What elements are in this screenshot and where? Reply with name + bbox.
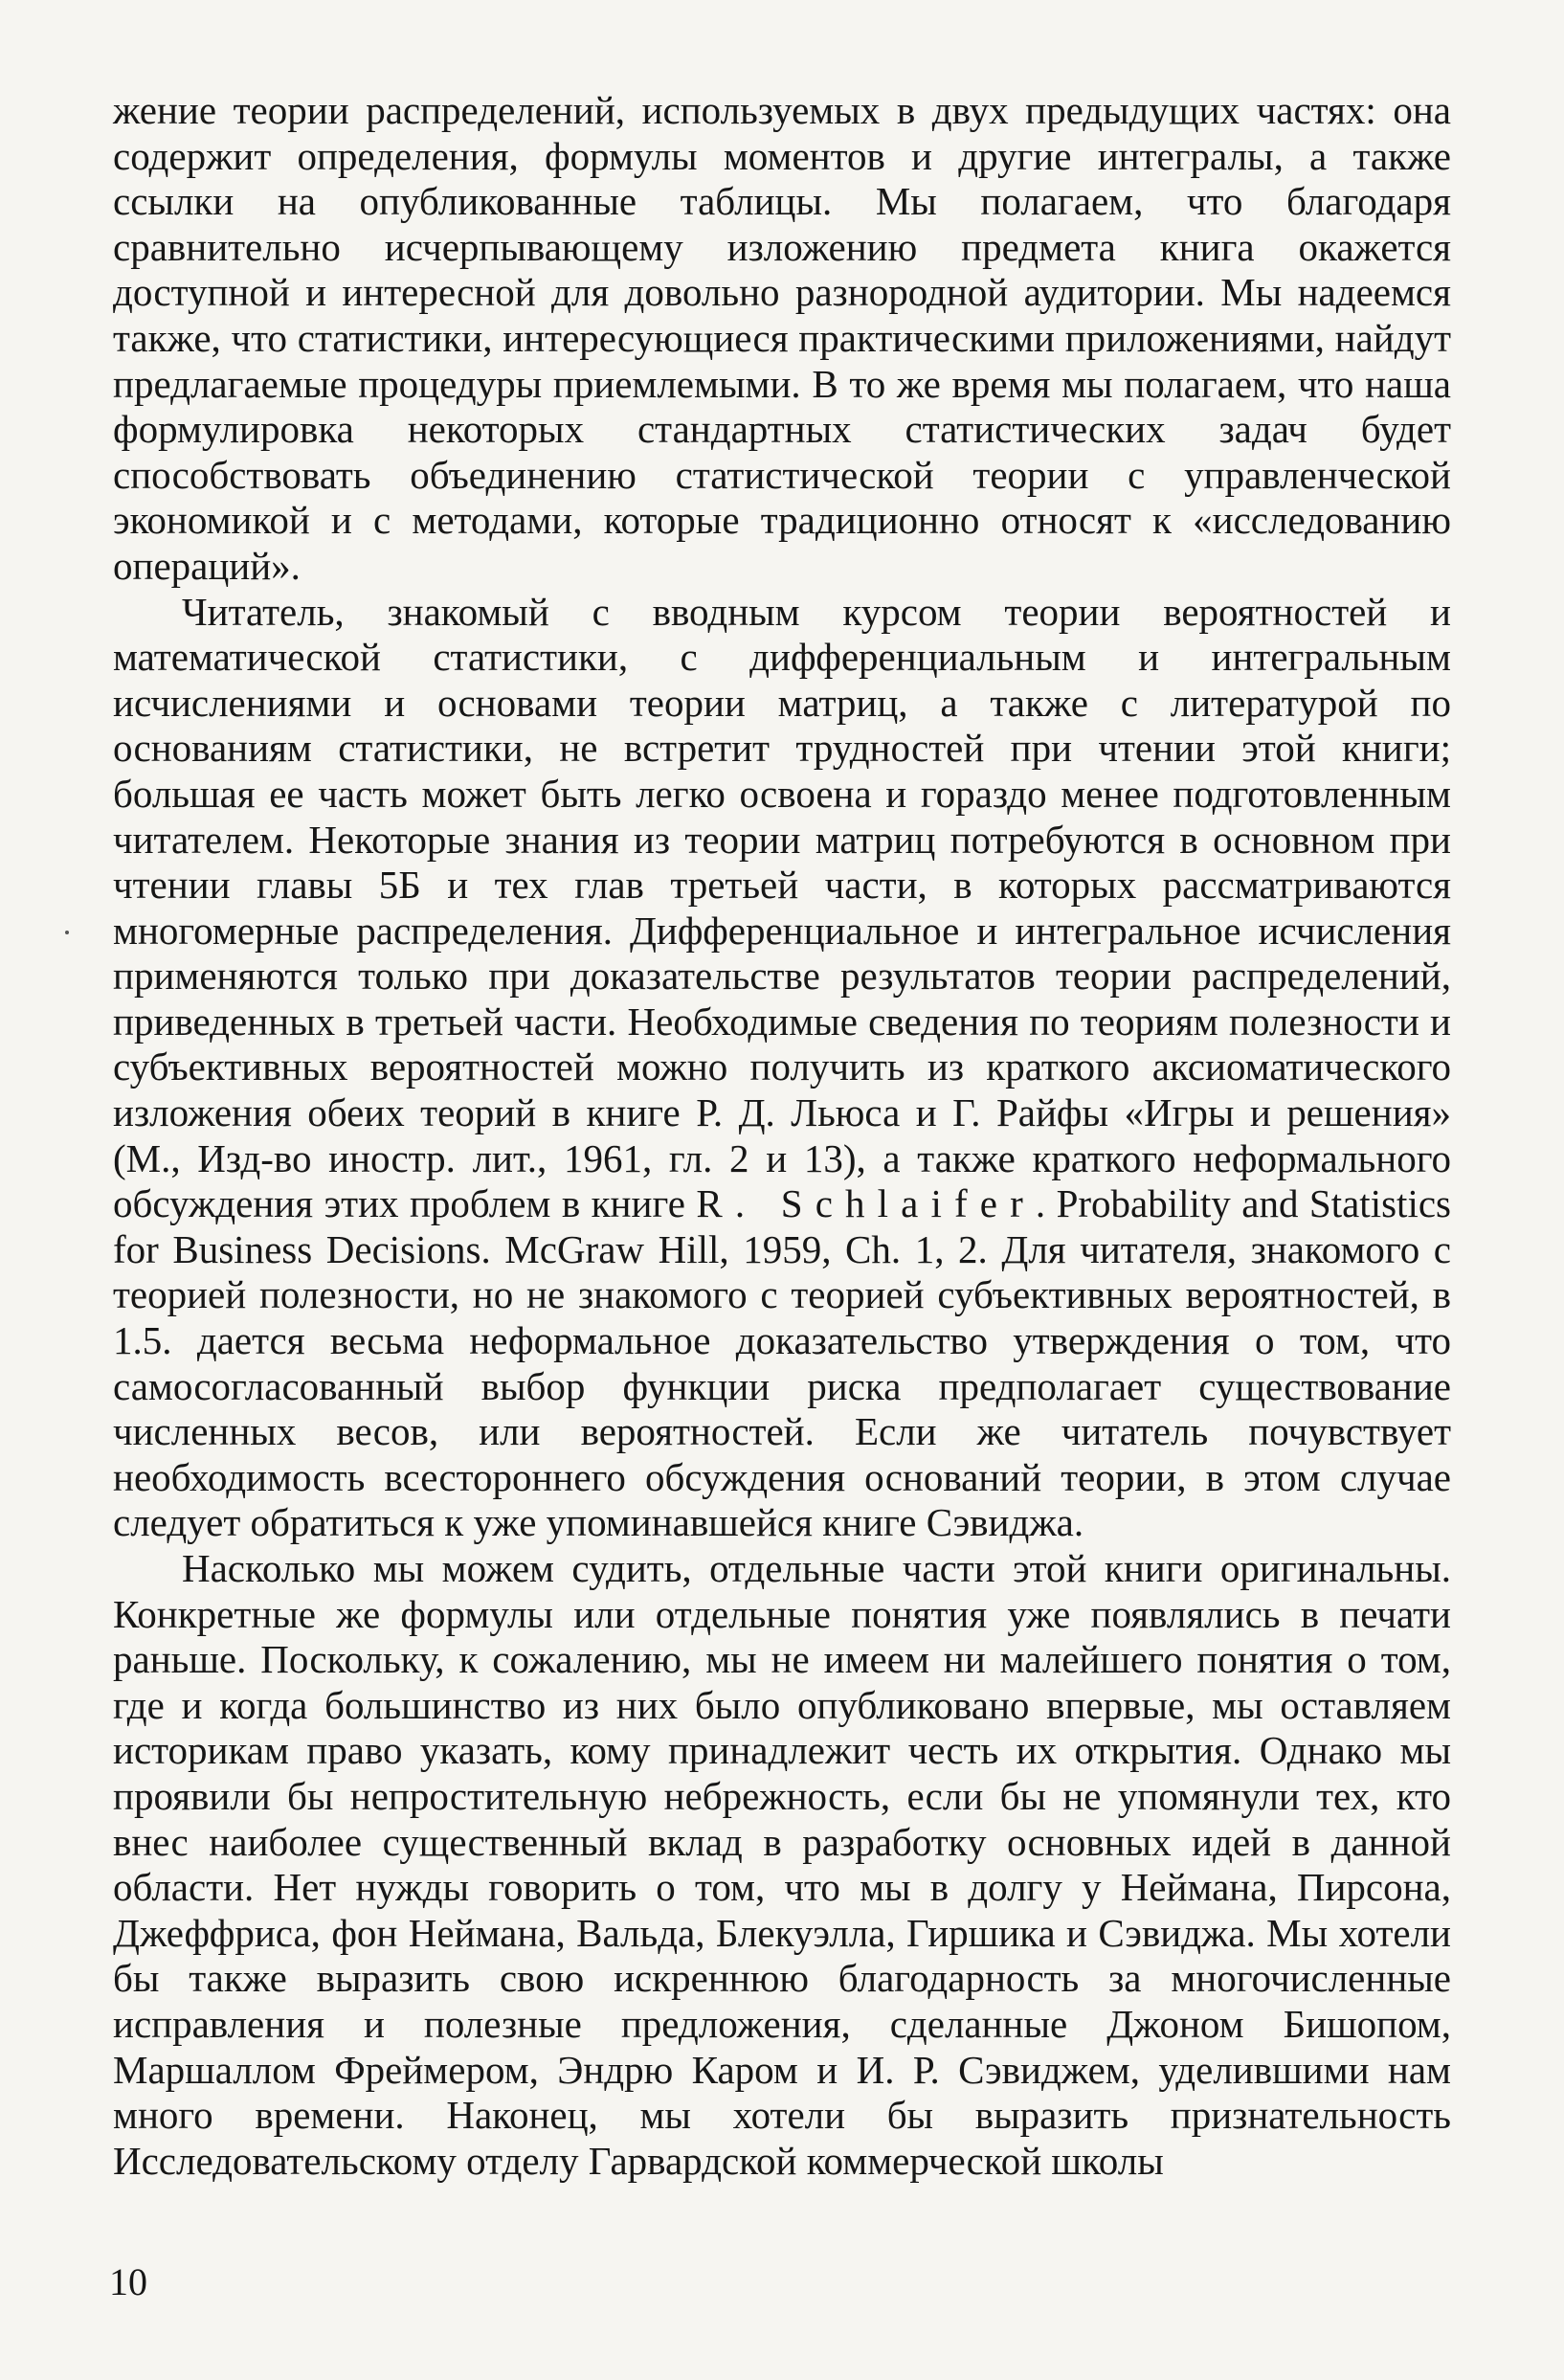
- paragraph-3: Насколько мы можем судить, отдельные части этой книги оригинальны. Конкретные же формулы или отдельные понятия уже появлялись в печати раньше. Поскольку, к сожалению, мы не имеем ни малейшего понятия о том, где и когда большинство из них было опубликовано впервые, мы оставляем историкам право указать, кому принадлежит честь их открытия. Однако мы проявили бы непростительную небрежность, если бы не упомянули тех, кто внес наиболее существенный вклад в разработку основных идей в данной области. Нет нужды говорить о том, что мы в долгу у Неймана, Пирсона, Джеффриса, фон Неймана, Вальда, Блекуэлла, Гиршика и Сэвиджа. Мы хотели бы также выразить свою искреннюю благодарность за многочисленные исправления и полезные предложения, сделанные Джоном Бишопом, Маршаллом Фреймером, Эндрю Каром и И. Р. Сэвиджем, уделившими нам много времени. Наконец, мы хотели бы выразить признательность Исследовательскому отделу Гарвардской коммерческой школы: [113, 1546, 1451, 2183]
- author-name-spaced: R. Schlaifer: [696, 1181, 1036, 1226]
- scan-speck: [65, 931, 69, 934]
- body-text: [113, 88, 1451, 2184]
- paragraph-2-part-a: Читатель, знакомый с вводным курсом теории вероятностей и математической статистики, с дифференциальным и интегральным исчислениями и основами теории матриц, а также с литературой по основаниям статистики, не встретит трудностей при чтении этой книги; большая ее часть может быть легко освоена и гораздо менее подготовленным читателем. Некоторые знания из теории матриц потребуются в основном при чтении главы 5Б и тех глав третьей части, в которых рассматриваются многомерные распределения. Дифференциальное и интегральное исчисления применяются только при доказательстве результатов теории распределений, приведенных в третьей части. Необходимые сведения по теориям полезности и субъективных вероятностей можно получить из краткого аксиоматического изложения обеих теорий в книге Р. Д. Льюса и Г. Райфы «Игры и решения» (М., Изд-во иностр. лит., 1961, гл. 2 и 13), а также краткого неформального обсуждения этих проблем в книге: [113, 589, 1451, 1226]
- paragraph-2: [113, 590, 1451, 1546]
- paragraph-2-part-b: . Probability and Statistics for Business Decisions. McGraw Hill, 1959, Ch. 1, 2. Для читателя, знакомого с теорией полезности, но не знакомого с теорией субъективных вероятностей, в 1.5. дается весьма неформальное доказательство утверждения о том, что самосогласованный выбор функции риска предполагает существование численных весов, или вероятностей. Если же читатель почувствует необходимость всестороннего обсуждения оснований теории, в этом случае следует обратиться к уже упоминавшейся книге Сэвиджа.: [113, 1181, 1451, 1545]
- paragraph-1: жение теории распределений, используемых в двух предыдущих частях: она содержит определения, формулы моментов и другие интегралы, а также ссылки на опубликованные таблицы. Мы полагаем, что благодаря сравнительно исчерпывающему изложению предмета книга окажется доступной и интересной для довольно разнородной аудитории. Мы надеемся также, что статистики, интересующиеся практическими приложениями, найдут предлагаемые процедуры приемлемыми. В то же время мы полагаем, что наша формулировка некоторых стандартных статистических задач будет способствовать объединению статистической теории с управленческой экономикой и с методами, которые традиционно относят к «исследованию операций».: [113, 88, 1451, 588]
- page-number: 10: [109, 2260, 147, 2303]
